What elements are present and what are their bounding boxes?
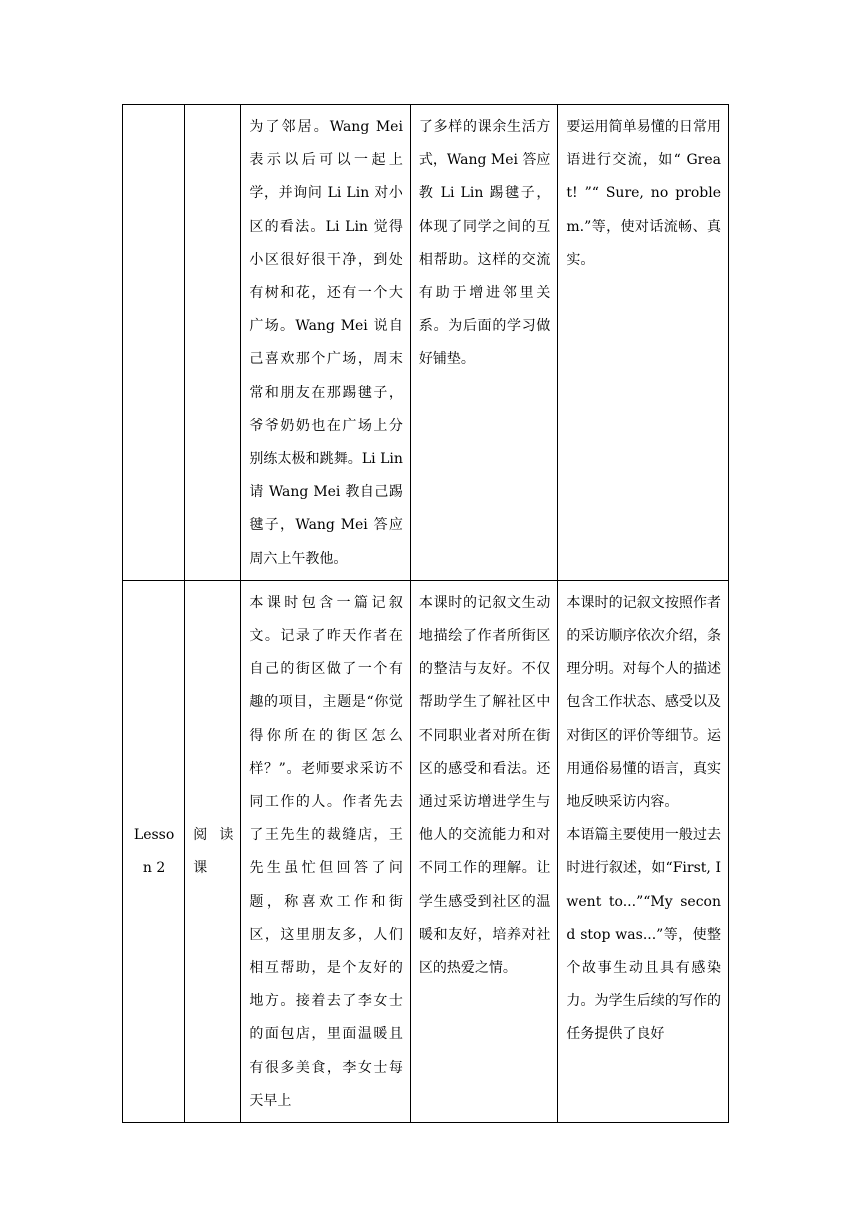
lesson-cell xyxy=(123,105,185,581)
content-cell: 为了邻居。Wang Mei 表示以后可以一起上学，并询问 Li Lin 对小区的看法。Li Lin 觉得小区很好很干净，到处有树和花，还有一个大广场。Wang Mei 说自己喜欢那个广场，周末常和朋友在那踢毽子，爷爷奶奶也在广场上分别练太极和跳舞。Li Lin 请 Wang Mei 教自己踢毽子，Wang Mei 答应周六上午教他。 xyxy=(241,105,411,581)
content-cell: 本课时包含一篇记叙文。记录了昨天作者在自己的街区做了一个有趣的项目，主题是“你觉得你所在的街区怎么样？”。老师要求采访不同工作的人。作者先去了王先生的裁缝店，王先生虽忙但回答了问题，称喜欢工作和街区，这里朋友多，人们相互帮助，是个友好的地方。接着去了李女士的面包店，里面温暖且有很多美食，李女士每天早上 xyxy=(241,580,411,1122)
language-cell: 要运用简单易懂的日常用语进行交流，如“ Great! ”“ Sure, no problem.”等，使对话流畅、真实。 xyxy=(558,105,729,581)
language-paragraph: 本课时的记叙文按照作者的采访顺序依次介绍，条理分明。对每个人的描述包含工作状态、感受以及对街区的评价等细节。运用通俗易懂的语言，真实地反映采访内容。 xyxy=(566,594,721,811)
lesson-cell: Lesson 2 xyxy=(123,580,185,1122)
language-paragraph: 本语篇主要使用一般过去时进行叙述，如“First, I went to...”“My second stop was...”等，使整个故事生动且具有感染力。为学生后续的写作的任务提供了良好 xyxy=(566,827,721,1043)
table-row xyxy=(123,580,729,1122)
purpose-cell: 了多样的课余生活方式，Wang Mei 答应教 Li Lin 踢毽子，体现了同学之间的互相帮助。这样的交流有助于增进邻里关系。为后面的学习做好铺垫。 xyxy=(410,105,557,581)
language-cell xyxy=(558,580,729,1122)
lesson-type-cell xyxy=(185,105,241,581)
lesson-analysis-table xyxy=(122,104,729,1123)
lesson-type-cell: 阅读课 xyxy=(185,580,241,1122)
table-row xyxy=(123,105,729,581)
purpose-cell: 本课时的记叙文生动地描绘了作者所街区的整洁与友好。不仅帮助学生了解社区中不同职业者对所在街区的感受和看法。还通过采访增进学生与他人的交流能力和对不同工作的理解。让学生感受到社区的温暖和友好，培养对社区的热爱之情。 xyxy=(410,580,557,1122)
